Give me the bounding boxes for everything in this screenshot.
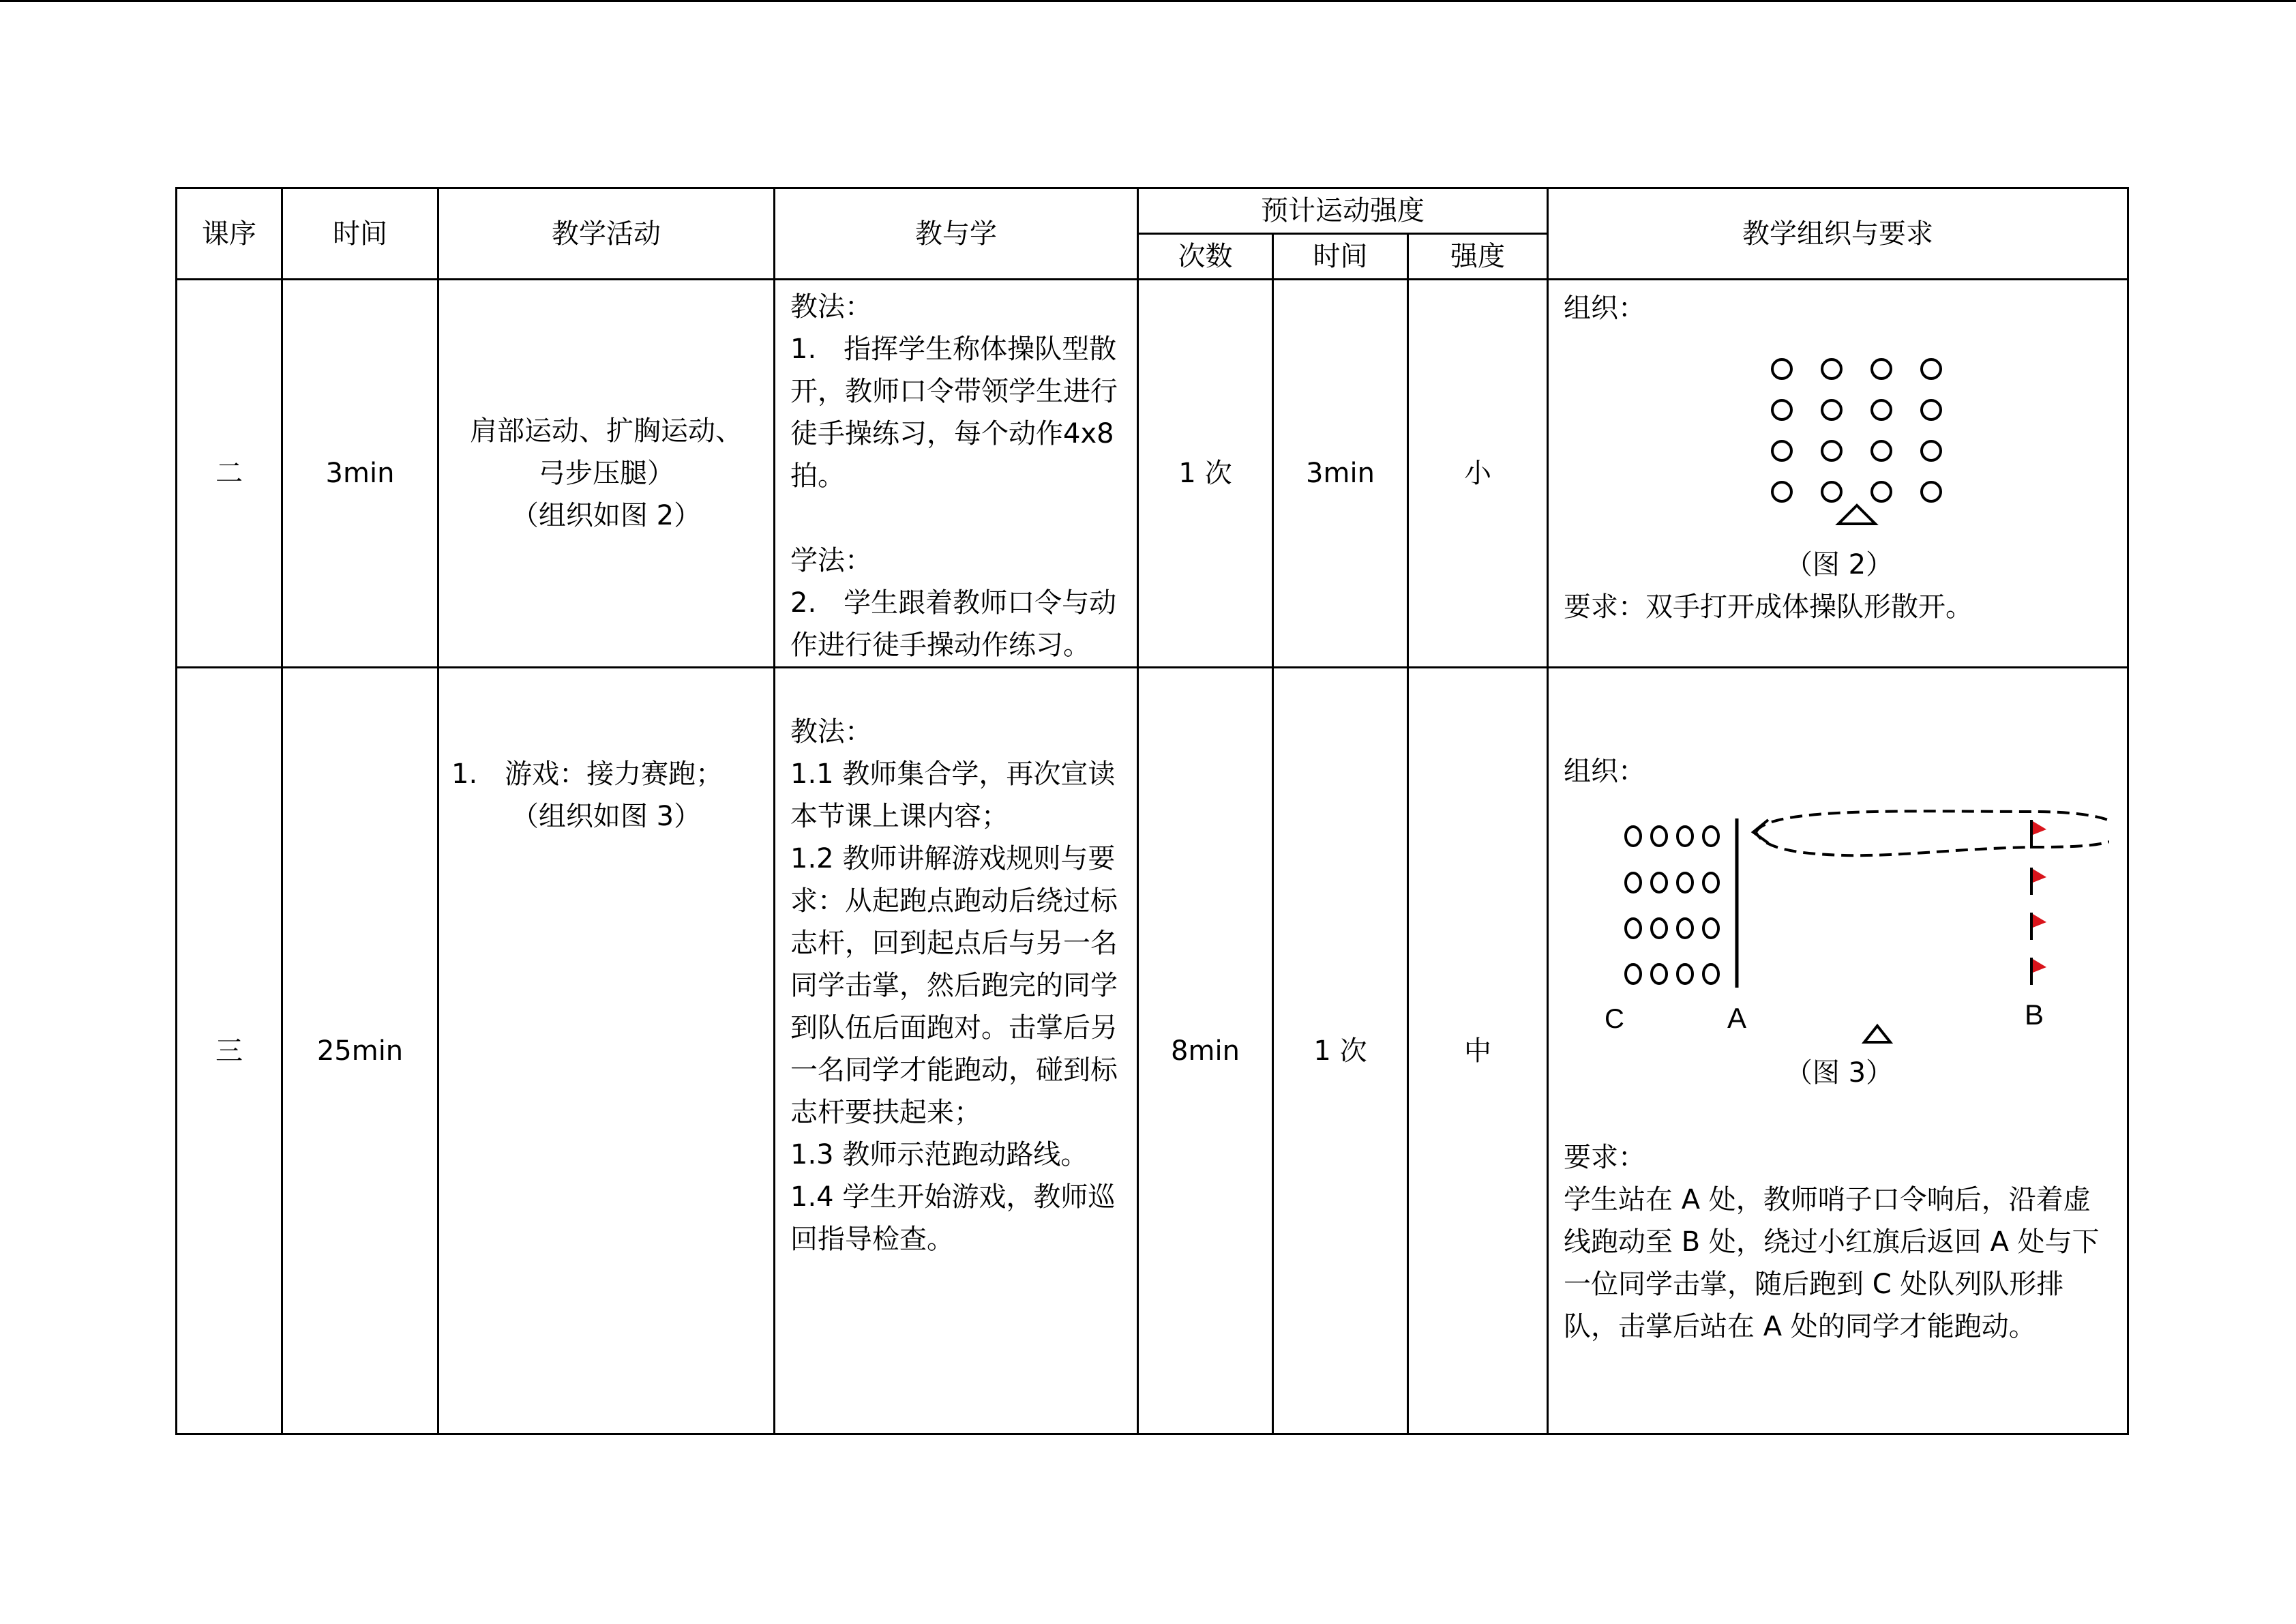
label-a: A: [1727, 1002, 1747, 1034]
student-circle: [1822, 482, 1841, 501]
student-rows: [1626, 827, 1718, 984]
student-circle: [1922, 482, 1941, 501]
header-order: 课序: [177, 188, 282, 280]
student-circle: [1822, 359, 1841, 379]
red-flag-icon: [2031, 820, 2046, 848]
student-circle: [1872, 441, 1891, 460]
student-circle: [1626, 873, 1641, 892]
row-count: 8min: [1138, 668, 1273, 1434]
student-circle: [1678, 964, 1693, 984]
row-organization: [1548, 280, 2128, 668]
row-organization: [1548, 668, 2128, 1434]
org-title: 组织：: [1564, 293, 1645, 324]
student-circle: [1652, 827, 1667, 846]
row-order: 二: [177, 280, 282, 668]
red-flag-icon: [2031, 958, 2046, 985]
lesson-plan-table: [175, 187, 2129, 1435]
student-circle: [1772, 359, 1791, 379]
student-circle: [1872, 482, 1891, 501]
relay-race-diagram-fig3: [1564, 793, 2109, 1052]
row-duration: 1 次: [1273, 668, 1408, 1434]
label-b: B: [2025, 999, 2044, 1031]
row-strength: 中: [1408, 668, 1548, 1434]
row-time: 3min: [282, 280, 438, 668]
activity-line: （组织如图 2）: [511, 500, 702, 531]
teach-line: 1.1 教师集合学，再次宣读本节课上课内容；: [790, 758, 1116, 832]
header-strength: 强度: [1408, 234, 1548, 280]
teach-line: 1.4 学生开始游戏，教师巡回指导检查。: [790, 1181, 1116, 1255]
student-circle: [1872, 359, 1891, 379]
student-circle: [1822, 400, 1841, 419]
activity-line: 弓步压腿）: [538, 458, 674, 489]
page-top-border: [0, 0, 2296, 2]
student-circle: [1772, 482, 1791, 501]
fig3-caption: （图 3）: [1785, 1057, 1894, 1089]
header-teaching: 教与学: [775, 188, 1138, 280]
student-circle: [1626, 827, 1641, 846]
row-count: 1 次: [1138, 280, 1273, 668]
student-circle: [1703, 964, 1718, 984]
teach-line: 1. 指挥学生称体操队型散开，教师口令带领学生进行徒手操练习，每个动作4x8 拍。: [790, 334, 1118, 492]
table-row: [177, 280, 2128, 668]
fig2-caption: （图 2）: [1785, 549, 1894, 580]
learn-title: 学法：: [790, 545, 872, 576]
activity-line: 1. 游戏：接力赛跑；: [451, 758, 724, 790]
student-circle: [1678, 919, 1693, 938]
red-flag-icon: [2031, 868, 2046, 895]
student-circle: [1652, 873, 1667, 892]
red-flag-icon: [2031, 913, 2046, 940]
table-row: [177, 668, 2128, 1434]
teach-line: 1.3 教师示范跑动路线。: [790, 1139, 1088, 1170]
header-activity: 教学活动: [438, 188, 775, 280]
row-teaching: [775, 668, 1138, 1434]
student-circle: [1922, 359, 1941, 379]
student-circle: [1922, 400, 1941, 419]
row-activity: [438, 280, 775, 668]
teach-line: 1.2 教师讲解游戏规则与要求：从起跑点跑动后绕过标志杆，回到起点后与另一名同学击掌，然后跑完的同学到队伍后面跑对。击掌后另一名同学才能跑动，碰到标志杆要扶起来；: [790, 843, 1118, 1128]
student-circle: [1703, 873, 1718, 892]
req-title: 要求：: [1564, 1142, 1645, 1173]
flags: [2031, 820, 2046, 985]
teach-title: 教法：: [790, 716, 872, 748]
learn-line: 2. 学生跟着教师口令与动作进行徒手操动作练习。: [790, 587, 1117, 661]
student-circle: [1872, 400, 1891, 419]
teach-title: 教法：: [790, 291, 872, 323]
teacher-triangle-icon: [1864, 1026, 1890, 1042]
activity-line: （组织如图 3）: [511, 801, 702, 832]
student-circle: [1652, 964, 1667, 984]
formation-diagram-fig2: [1564, 329, 2109, 527]
header-row: [177, 188, 2128, 234]
row-teaching: [775, 280, 1138, 668]
label-c: C: [1605, 1004, 1624, 1034]
route-arrowhead-icon: [1753, 820, 1768, 843]
header-duration: 时间: [1273, 234, 1408, 280]
activity-line: 肩部运动、扩胸运动、: [470, 415, 743, 447]
org-title: 组织：: [1564, 756, 1645, 787]
row-time: 25min: [282, 668, 438, 1434]
row-duration: 3min: [1273, 280, 1408, 668]
running-route-dashed: [1756, 811, 2109, 855]
student-circle: [1772, 400, 1791, 419]
header-intensity-group: 预计运动强度: [1138, 188, 1548, 234]
student-circle: [1678, 827, 1693, 846]
requirement-text: 学生站在 A 处，教师哨子口令响后，沿着虚线跑动至 B 处，绕过小红旗后返回 A 处与下一位同学击掌，随后跑到 C 处队列队形排队，击掌后站在 A 处的同学才能跑动。: [1564, 1184, 2100, 1342]
student-circle: [1626, 964, 1641, 984]
student-circle: [1626, 919, 1641, 938]
student-circle: [1678, 873, 1693, 892]
header-count: 次数: [1138, 234, 1273, 280]
row-order: 三: [177, 668, 282, 1434]
header-organization: 教学组织与要求: [1548, 188, 2128, 280]
teacher-triangle-icon: [1838, 505, 1875, 524]
student-circle: [1822, 441, 1841, 460]
header-time: 时间: [282, 188, 438, 280]
student-circle: [1652, 919, 1667, 938]
student-circle: [1772, 441, 1791, 460]
requirement-text: 要求：双手打开成体操队形散开。: [1564, 591, 1973, 623]
student-circle: [1703, 827, 1718, 846]
row-activity: [438, 668, 775, 1434]
row-strength: 小: [1408, 280, 1548, 668]
student-circles: [1772, 359, 1941, 501]
student-circle: [1703, 919, 1718, 938]
student-circle: [1922, 441, 1941, 460]
